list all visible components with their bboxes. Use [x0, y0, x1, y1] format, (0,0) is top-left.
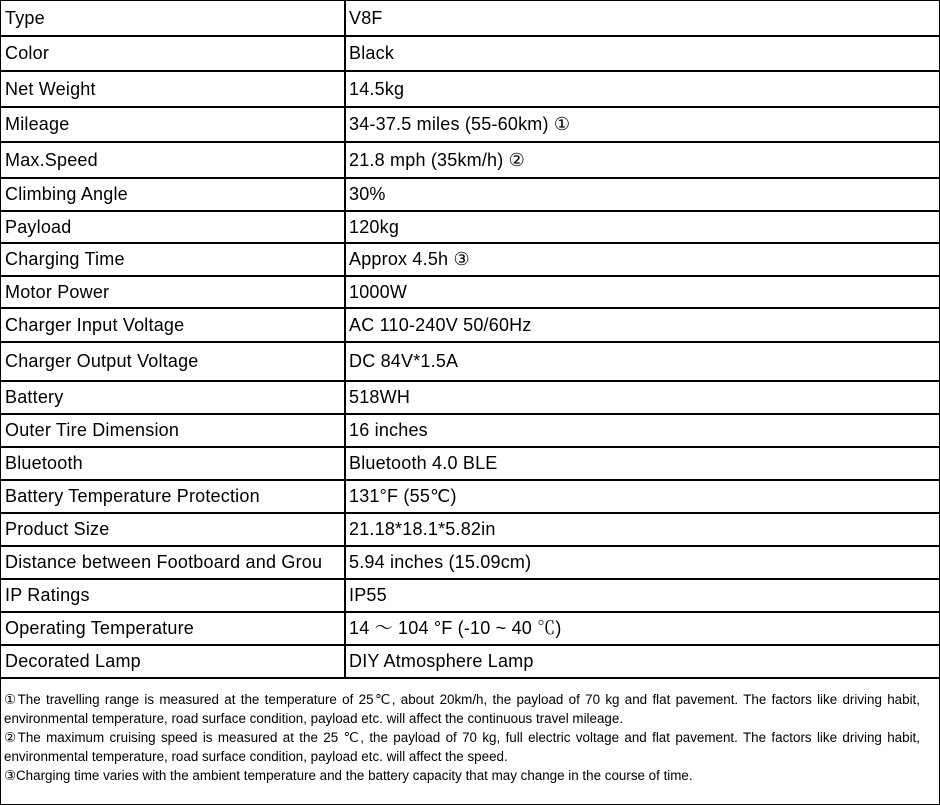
- table-row: [1, 71, 940, 107]
- table-row: [1, 1, 940, 36]
- spec-value: 21.18*18.1*5.82in: [345, 513, 940, 546]
- spec-label: IP Ratings: [1, 579, 346, 612]
- spec-label: Charger Input Voltage: [1, 308, 346, 342]
- spec-value: 120kg: [345, 211, 940, 243]
- footnote-mileage: ①The travelling range is measured at the temperature of 25℃, about 20km/h, the payload of 70 kg and flat pavement. The factors like driving habit, environmental temperature, road surface condition, payload etc. will affect the continuous travel mileage.: [4, 692, 920, 726]
- spec-value: DC 84V*1.5A: [345, 342, 940, 381]
- table-row: [1, 480, 940, 513]
- table-row: [1, 243, 940, 276]
- footnote-charging: ③Charging time varies with the ambient temperature and the battery capacity that may change in the course of time.: [4, 768, 693, 783]
- spec-label: Product Size: [1, 513, 346, 546]
- spec-value: 21.8 mph (35km/h) ②: [345, 142, 940, 178]
- spec-label: Mileage: [1, 107, 346, 142]
- table-row: [1, 546, 940, 579]
- spec-value: Bluetooth 4.0 BLE: [345, 447, 940, 480]
- table-row: [1, 447, 940, 480]
- table-row: [1, 36, 940, 71]
- spec-value: 1000W: [345, 276, 940, 308]
- spec-label: Color: [1, 36, 346, 71]
- spec-label: Decorated Lamp: [1, 645, 346, 678]
- table-row: [1, 342, 940, 381]
- spec-value: Approx 4.5h ③: [345, 243, 940, 276]
- spec-value: AC 110-240V 50/60Hz: [345, 308, 940, 342]
- table-row: [1, 645, 940, 678]
- spec-label: Distance between Footboard and Grou: [1, 546, 346, 579]
- spec-value: 518WH: [345, 381, 940, 414]
- table-row: [1, 513, 940, 546]
- table-row: [1, 381, 940, 414]
- spec-label: Type: [1, 1, 346, 36]
- spec-label: Bluetooth: [1, 447, 346, 480]
- spec-label: Battery: [1, 381, 346, 414]
- spec-value: 16 inches: [345, 414, 940, 447]
- table-row: [1, 308, 940, 342]
- footnote-speed: ②The maximum cruising speed is measured at the 25 ℃, the payload of 70 kg, full electric voltage and flat pavement. The factors like driving habit, environmental temperature, road surface condition, payload etc. will affect the speed.: [4, 730, 920, 764]
- spec-label: Climbing Angle: [1, 178, 346, 211]
- spec-label: Motor Power: [1, 276, 346, 308]
- spec-label: Outer Tire Dimension: [1, 414, 346, 447]
- spec-value: 5.94 inches (15.09cm): [345, 546, 940, 579]
- table-row: [1, 276, 940, 308]
- spec-value: 14 ～ 104 °F (-10 ~ 40 ℃): [345, 612, 940, 645]
- spec-label: Charging Time: [1, 243, 346, 276]
- spec-label: Max.Speed: [1, 142, 346, 178]
- table-row: [1, 107, 940, 142]
- table-row: [1, 142, 940, 178]
- spec-label: Payload: [1, 211, 346, 243]
- spec-value: 131°F (55℃): [345, 480, 940, 513]
- spec-label: Charger Output Voltage: [1, 342, 346, 381]
- table-row: [1, 178, 940, 211]
- spec-value: 14.5kg: [345, 71, 940, 107]
- table-row: [1, 211, 940, 243]
- table-row: [1, 414, 940, 447]
- spec-value: 30%: [345, 178, 940, 211]
- spec-value: Black: [345, 36, 940, 71]
- table-row: [1, 612, 940, 645]
- spec-value: DIY Atmosphere Lamp: [345, 645, 940, 678]
- spec-value: 34-37.5 miles (55-60km) ①: [345, 107, 940, 142]
- spec-label: Battery Temperature Protection: [1, 480, 346, 513]
- spec-label: Operating Temperature: [1, 612, 346, 645]
- table-row: [1, 579, 940, 612]
- spec-value: V8F: [345, 1, 940, 36]
- footnotes: [4, 690, 920, 785]
- spec-label: Net Weight: [1, 71, 346, 107]
- spec-value: IP55: [345, 579, 940, 612]
